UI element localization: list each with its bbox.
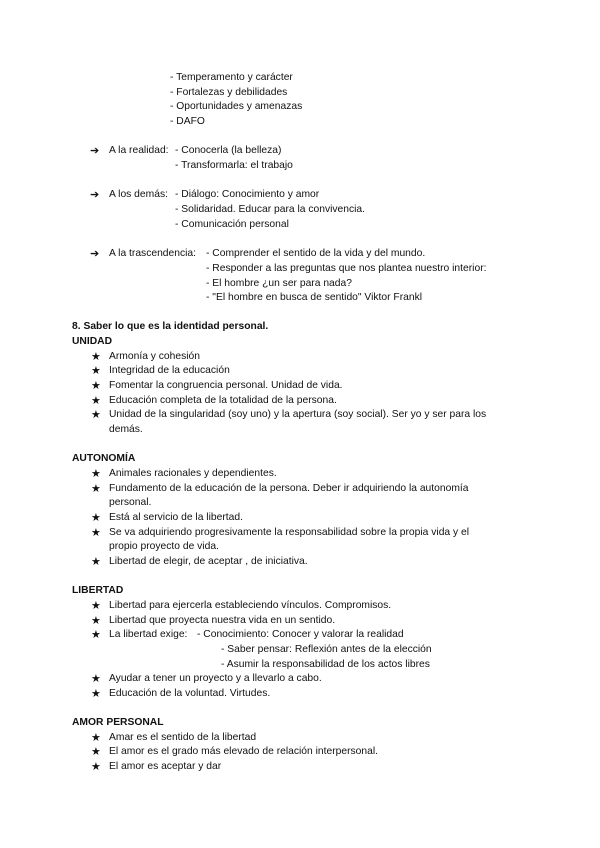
unidad-item: Educación completa de la totalidad de la persona.	[109, 395, 337, 406]
realidad-label: A la realidad:	[109, 145, 169, 156]
autonomia-item: Se va adquiriendo progresivamente la responsabilidad sobre la propia vida y el	[109, 527, 470, 538]
trascendencia-label: A la trascendencia:	[109, 248, 197, 259]
demas-item: - Solidaridad. Educar para la convivencia.	[175, 204, 366, 215]
top-list-item: - Oportunidades y amenazas	[170, 101, 303, 112]
unidad-item: Integridad de la educación	[109, 365, 230, 376]
unidad-item: Fomentar la congruencia personal. Unidad de vida.	[109, 380, 343, 391]
autonomia-item: Está al servicio de la libertad.	[109, 512, 243, 523]
star-bullet-icon: ★	[91, 615, 101, 627]
top-list-item: - DAFO	[170, 116, 205, 127]
demas-item: - Diálogo: Conocimiento y amor	[175, 189, 320, 200]
unidad-heading: UNIDAD	[72, 336, 113, 347]
trascendencia-item: - Comprender el sentido de la vida y del mundo.	[206, 248, 426, 259]
star-bullet-icon: ★	[91, 512, 101, 524]
libertad-subitem: - Saber pensar: Reflexión antes de la elección	[221, 644, 432, 655]
amor-item: Amar es el sentido de la libertad	[109, 732, 257, 743]
star-bullet-icon: ★	[91, 483, 101, 495]
star-bullet-icon: ★	[91, 600, 101, 612]
star-bullet-icon: ★	[91, 673, 101, 685]
demas-label: A los demás:	[109, 189, 168, 200]
autonomia-heading: AUTONOMÍA	[72, 453, 136, 464]
unidad-item-continuation: demás.	[109, 424, 143, 435]
autonomia-item: Libertad de elegir, de aceptar , de iniciativa.	[109, 556, 308, 567]
trascendencia-item: - El hombre ¿un ser para nada?	[206, 278, 352, 289]
top-list-item: - Fortalezas y debilidades	[170, 87, 288, 98]
libertad-item: La libertad exige:	[109, 629, 188, 640]
realidad-item: - Conocerla (la belleza)	[175, 145, 282, 156]
autonomia-item: Fundamento de la educación de la persona. Deber ir adquiriendo la autonomía	[109, 483, 469, 494]
libertad-item: Educación de la voluntad. Virtudes.	[109, 688, 271, 699]
star-bullet-icon: ★	[91, 732, 101, 744]
realidad-item: - Transformarla: el trabajo	[175, 160, 293, 171]
star-bullet-icon: ★	[91, 351, 101, 363]
arrow-icon: ➔	[90, 145, 100, 157]
autonomia-item-continuation: propio proyecto de vida.	[109, 541, 219, 552]
libertad-subitem: - Asumir la responsabilidad de los actos libres	[221, 659, 430, 670]
star-bullet-icon: ★	[91, 365, 101, 377]
star-bullet-icon: ★	[91, 761, 101, 773]
demas-item: - Comunicación personal	[175, 219, 289, 230]
trascendencia-item: - "El hombre en busca de sentido" Viktor Frankl	[206, 292, 423, 303]
amor-heading: AMOR PERSONAL	[72, 717, 164, 728]
autonomia-item-continuation: personal.	[109, 497, 152, 508]
section-title: 8. Saber lo que es la identidad personal.	[72, 321, 269, 332]
arrow-icon: ➔	[90, 189, 100, 201]
libertad-subitem: - Conocimiento: Conocer y valorar la realidad	[197, 629, 404, 640]
star-bullet-icon: ★	[91, 688, 101, 700]
amor-item: El amor es aceptar y dar	[109, 761, 222, 772]
amor-item: El amor es el grado más elevado de relación interpersonal.	[109, 746, 379, 757]
unidad-item: Unidad de la singularidad (soy uno) y la apertura (soy social). Ser yo y ser para los	[109, 409, 487, 420]
star-bullet-icon: ★	[91, 746, 101, 758]
star-bullet-icon: ★	[91, 468, 101, 480]
trascendencia-item: - Responder a las preguntas que nos plantea nuestro interior:	[206, 263, 487, 274]
star-bullet-icon: ★	[91, 395, 101, 407]
libertad-item: Ayudar a tener un proyecto y a llevarlo a cabo.	[109, 673, 322, 684]
star-bullet-icon: ★	[91, 527, 101, 539]
star-bullet-icon: ★	[91, 409, 101, 421]
libertad-item: Libertad que proyecta nuestra vida en un sentido.	[109, 615, 336, 626]
autonomia-item: Animales racionales y dependientes.	[109, 468, 277, 479]
libertad-item: Libertad para ejercerla estableciendo vínculos. Compromisos.	[109, 600, 392, 611]
star-bullet-icon: ★	[91, 629, 101, 641]
star-bullet-icon: ★	[91, 556, 101, 568]
star-bullet-icon: ★	[91, 380, 101, 392]
top-list-item: - Temperamento y carácter	[170, 72, 293, 83]
arrow-icon: ➔	[90, 248, 100, 260]
libertad-heading: LIBERTAD	[72, 585, 124, 596]
unidad-item: Armonía y cohesión	[109, 351, 201, 362]
